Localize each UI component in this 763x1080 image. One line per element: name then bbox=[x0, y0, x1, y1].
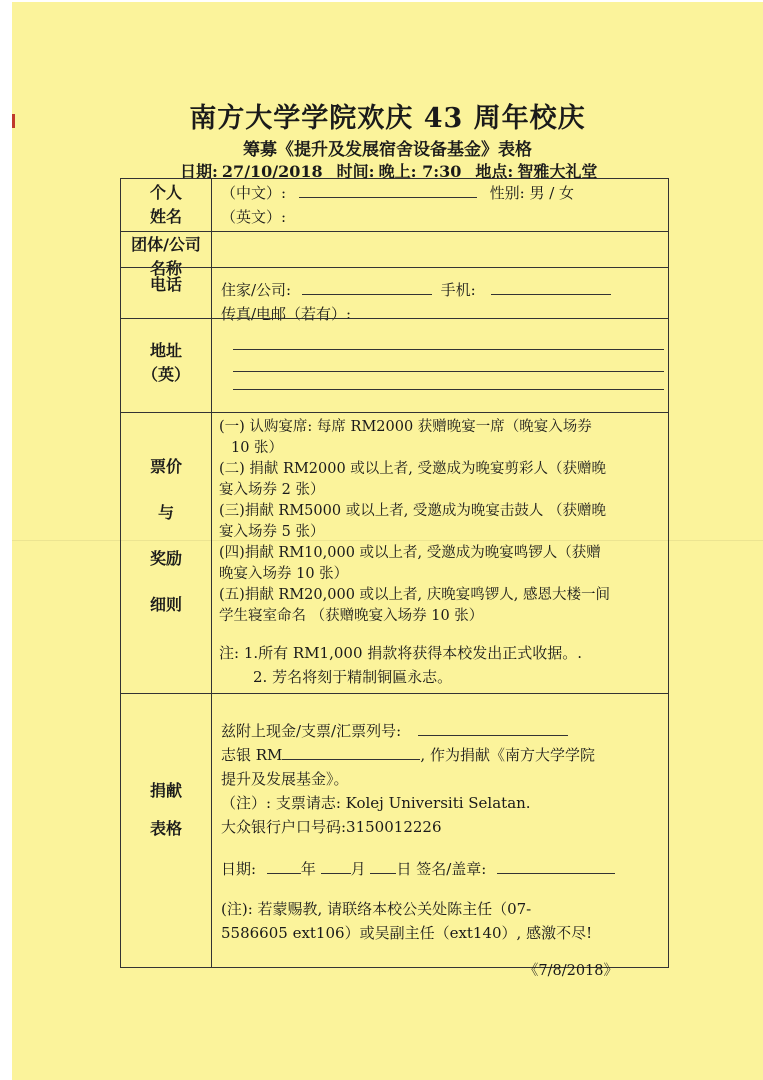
mobile-label: 手机: bbox=[440, 281, 476, 299]
personal-name-label: 个人 姓名 bbox=[149, 183, 182, 226]
reward-item-3: (三)捐献 RM5000 或以上者, 受邀成为晚宴击鼓人 （获赠晚 宴入场券 5 张） bbox=[219, 503, 607, 540]
personal-name-cell bbox=[221, 181, 662, 229]
reward-item-5: (五)捐献 RM20,000 或以上者, 庆晚宴鸣锣人, 感恩大楼一间 学生寝室命名 （获赠晚宴入场券 10 张） bbox=[219, 587, 610, 624]
payment-ref-label: 兹附上现金/支票/汇票列号: bbox=[221, 722, 402, 740]
time-label: 时间: bbox=[336, 162, 375, 181]
receipt-note: 注: 1.所有 RM1,000 捐款将获得本校发出正式收据。. bbox=[219, 644, 583, 662]
column-divider bbox=[211, 179, 212, 967]
fax-email-label: 传真/电邮（若有）: bbox=[221, 305, 352, 323]
reward-item-2: (二) 捐献 RM2000 或以上者, 受邀成为晚宴剪彩人（获赠晚 宴入场券 2 张） bbox=[219, 461, 607, 498]
venue-label: 地点: bbox=[475, 162, 514, 181]
contact-line-2: 5586605 ext106）或吴副主任（ext140）, 感激不尽! bbox=[221, 924, 593, 942]
chinese-name-field[interactable] bbox=[299, 183, 477, 198]
year-field[interactable] bbox=[267, 859, 301, 874]
date-label: 日期: bbox=[180, 162, 218, 181]
reward-item-1: (一) 认购宴席: 每席 RM2000 获赠晚宴一席（晚宴入场券 10 张） bbox=[219, 419, 592, 456]
home-office-label: 住家/公司: bbox=[221, 281, 292, 299]
document-date: 《7/8/2018》 bbox=[523, 963, 618, 979]
gender-label: 性别: 男 / 女 bbox=[489, 184, 575, 202]
event-date: 27/10/2018 bbox=[221, 162, 323, 181]
day-field[interactable] bbox=[370, 859, 396, 874]
address-line-2[interactable] bbox=[233, 371, 664, 372]
tickets-rewards-label: 票价 与 奖励 细则 bbox=[149, 457, 182, 614]
english-name-label: （英文）: bbox=[221, 208, 287, 226]
contact-line-1: (注): 若蒙赐教, 请联络本校公关处陈主任（07- bbox=[221, 900, 532, 918]
page-title: 南方大学学院欢庆 43 周年校庆 bbox=[189, 103, 586, 134]
signature-field[interactable] bbox=[497, 859, 615, 874]
address-line-3[interactable] bbox=[233, 389, 664, 390]
phone-label: 电话 bbox=[149, 275, 182, 294]
payment-ref-field[interactable] bbox=[418, 721, 568, 736]
address-line-1[interactable] bbox=[233, 349, 664, 350]
signature-label: 日 签名/盖章: bbox=[396, 860, 487, 878]
donation-cell: 兹附上现金/支票/汇票列号: 志银 RM , 作为捐献《南方大学学院 提升及发展基金》。 （注）: 支票请志: Kolej Universiti Selatan. 大众银行户口号码:3150012226 日期: 年 月 日 签名/盖章: (注): 若蒙赐教, 请联络本校公关处陈主任（07- 5586605 ext106）或吴副主任（ext140）, 感激不尽! bbox=[221, 719, 662, 945]
chinese-name-label: （中文）: bbox=[221, 184, 287, 202]
home-office-field[interactable] bbox=[302, 280, 432, 295]
amount-label: 志银 RM bbox=[221, 746, 283, 764]
reward-item-4: (四)捐献 RM10,000 或以上者, 受邀成为晚宴鸣锣人（获赠 晚宴入场券 10 张） bbox=[219, 545, 601, 582]
donation-label: 捐献 表格 bbox=[149, 781, 182, 838]
donation-purpose: , 作为捐献《南方大学学院 bbox=[420, 746, 595, 764]
month-field[interactable] bbox=[321, 859, 351, 874]
event-time: 晚上: 7:30 bbox=[378, 162, 462, 181]
form-paper bbox=[12, 2, 763, 1080]
cheque-payee-note: （注）: 支票请志: Kolej Universiti Selatan. bbox=[221, 794, 531, 812]
tickets-rewards-cell bbox=[219, 417, 662, 689]
sign-date-label: 日期: bbox=[221, 860, 257, 878]
mobile-field[interactable] bbox=[491, 280, 611, 295]
fund-name: 提升及发展基金》。 bbox=[221, 770, 349, 788]
event-venue: 智雅大礼堂 bbox=[517, 162, 598, 181]
organization-label: 团体/公司 名称 bbox=[131, 235, 201, 278]
bank-account: 大众银行户口号码:3150012226 bbox=[221, 818, 442, 836]
amount-field[interactable] bbox=[282, 745, 420, 760]
registration-form-table bbox=[120, 178, 669, 979]
address-label: 地址 （英） bbox=[141, 341, 190, 384]
page-subtitle: 筹募《提升及发展宿舍设备基金》表格 bbox=[243, 140, 532, 160]
plaque-note: 2. 芳名将刻于精制铜匾永志。 bbox=[253, 668, 453, 686]
